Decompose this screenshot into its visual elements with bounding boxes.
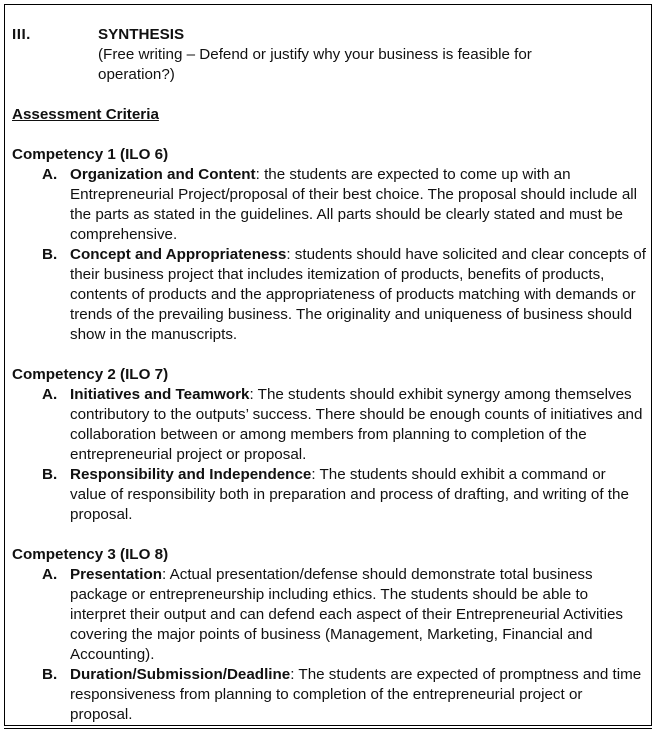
criterion-term: Duration/Submission/Deadline [70,666,291,683]
competency-heading: Competency 1 (ILO 6) [12,146,169,163]
competency-heading: Competency 2 (ILO 7) [12,366,169,383]
spacer [12,85,646,105]
document-bottom-rule [4,728,652,729]
criterion-item [12,465,646,525]
section-subtitle-line2: operation?) [98,66,175,83]
section-subtitle-line1: (Free writing – Defend or justify why your business is feasible for [98,46,532,63]
criterion-letter: A. [42,166,58,183]
spacer [12,125,646,145]
criterion-term: Organization and Content [70,166,256,183]
section-numeral: III. [12,26,31,43]
criterion-letter: A. [42,566,58,583]
document-page [12,25,646,725]
criterion-term: Initiatives and Teamwork [70,386,250,403]
criterion-letter: B. [42,466,58,483]
criterion-item [12,245,646,345]
criterion-description: : The students should exhibit synergy among themselves contributory to the outputs’ success. There should be enough counts of initiatives and collaboration between or among members from planning to completion of the entrepreneurial project or proposal. [70,386,643,463]
spacer [12,525,646,545]
section-header [12,25,646,45]
section-title: SYNTHESIS [98,26,185,43]
competency-heading: Competency 3 (ILO 8) [12,546,169,563]
criterion-item [12,385,646,465]
spacer [12,345,646,365]
criterion-description: : The students should exhibit a command or value of responsibility both in preparation and process of drafting, and writing of the proposal. [70,466,629,523]
criterion-description: : the students are expected to come up with an Entrepreneurial Project/proposal of their best choice. The proposal should include all the parts as stated in the guidelines. All parts should be clearly stated and must be comprehensive. [70,166,638,243]
criterion-letter: A. [42,386,58,403]
criterion-term: Responsibility and Independence [70,466,312,483]
criterion-item [12,665,646,725]
criterion-item [12,565,646,665]
criterion-description: : The students are expected of promptness and time responsiveness from planning to completion of the entrepreneurial project or proposal. [70,666,642,723]
assessment-heading: Assessment Criteria [12,106,159,123]
criterion-item [12,165,646,245]
criterion-term: Presentation [70,566,162,583]
criterion-term: Concept and Appropriateness [70,246,287,263]
criterion-description: : students should have solicited and clear concepts of their business project that includes itemization of products, benefits of products, contents of products and the appropriateness of products matching with demands or trends of the prevailing business. The originality and uniqueness of business should show in the manuscripts. [70,246,646,343]
criterion-letter: B. [42,666,58,683]
criterion-description: : Actual presentation/defense should demonstrate total business package or entrepreneurship including ethics. The students should be able to interpret their output and can defend each aspect of their Entrepreneurial Activities covering the major points of business (Management, Marketing, Financial and Accounting). [70,566,623,663]
criterion-letter: B. [42,246,58,263]
